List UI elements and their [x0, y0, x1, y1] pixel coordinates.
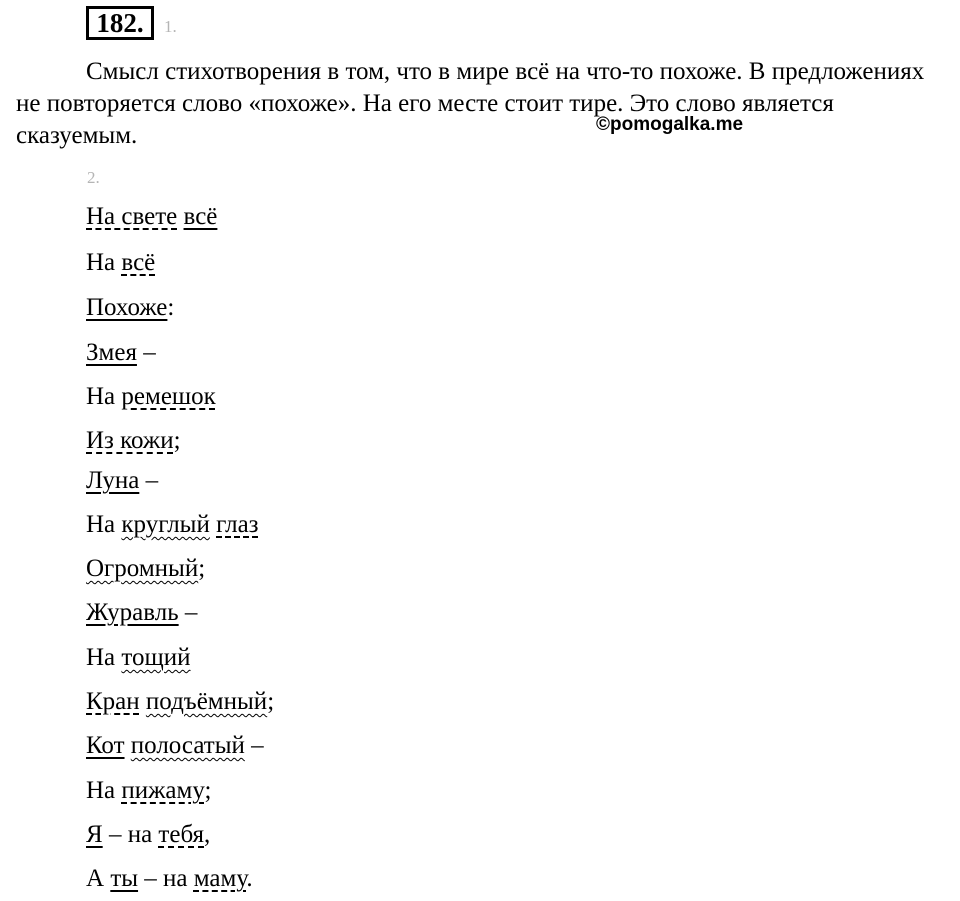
word: На свете — [86, 203, 178, 230]
word: На — [86, 249, 122, 276]
word: – — [139, 467, 159, 494]
word: круглый — [121, 511, 210, 538]
poem-line-7 — [86, 466, 158, 496]
task-number-box: 182. — [86, 6, 154, 40]
word: пижаму — [121, 777, 205, 804]
word: Кот — [86, 732, 125, 759]
poem-line-3 — [86, 293, 174, 323]
poem-line-12 — [86, 687, 274, 717]
word: ; — [267, 688, 275, 715]
subtask-number-1: 1. — [164, 17, 177, 36]
word: ; — [173, 427, 181, 454]
word: всё — [121, 249, 156, 276]
word: тощий — [121, 644, 191, 671]
word: – на — [102, 821, 159, 848]
word: , — [204, 821, 211, 848]
word: Я — [86, 821, 103, 848]
word: – на — [138, 865, 194, 892]
poem-line-10 — [86, 598, 197, 628]
word: Кран — [86, 688, 140, 715]
subtask-number-2: 2. — [87, 168, 100, 187]
word: ремешок — [121, 383, 216, 410]
word: всё — [183, 203, 218, 230]
word: – — [136, 339, 156, 366]
word: полосатый — [130, 732, 245, 759]
poem-line-9 — [86, 554, 205, 584]
poem-line-11 — [86, 643, 191, 673]
word: маму — [193, 865, 247, 892]
word: ты — [110, 865, 139, 892]
poem-line-8 — [86, 510, 259, 540]
word: Журавль — [86, 599, 179, 626]
poem-line-4 — [86, 338, 156, 368]
word: ; — [198, 555, 206, 582]
poem-line-13 — [86, 731, 264, 761]
word: А — [86, 865, 111, 892]
poem-line-16 — [86, 864, 253, 894]
word: Змея — [86, 339, 137, 366]
poem-line-1 — [86, 202, 217, 232]
word: глаз — [216, 511, 259, 538]
word: ; — [204, 777, 212, 804]
word: – — [178, 599, 198, 626]
word: На — [86, 383, 122, 410]
word: На — [86, 777, 122, 804]
answer-paragraph: Смысл стихотворения в том, что в мире всё на что-то похоже. В предложениях не повторяется слово «похоже». На его месте стоит тире. Это слово является сказуемым. — [16, 58, 925, 149]
word: тебя — [158, 821, 205, 848]
poem-line-14 — [86, 776, 211, 806]
poem-line-5 — [86, 382, 216, 412]
word: . — [246, 865, 253, 892]
poem-line-2 — [86, 248, 155, 278]
poem-line-6 — [86, 426, 181, 456]
word: На — [86, 644, 122, 671]
word: подъёмный — [145, 688, 268, 715]
watermark: ©pomogalka.me — [596, 114, 744, 135]
word: : — [167, 294, 175, 321]
word: Похоже — [86, 294, 168, 321]
poem-line-15 — [86, 820, 210, 850]
word: – — [244, 732, 264, 759]
word: Огромный — [86, 555, 199, 582]
word: На — [86, 511, 122, 538]
word: Луна — [86, 467, 140, 494]
word: Из кожи — [86, 427, 174, 454]
